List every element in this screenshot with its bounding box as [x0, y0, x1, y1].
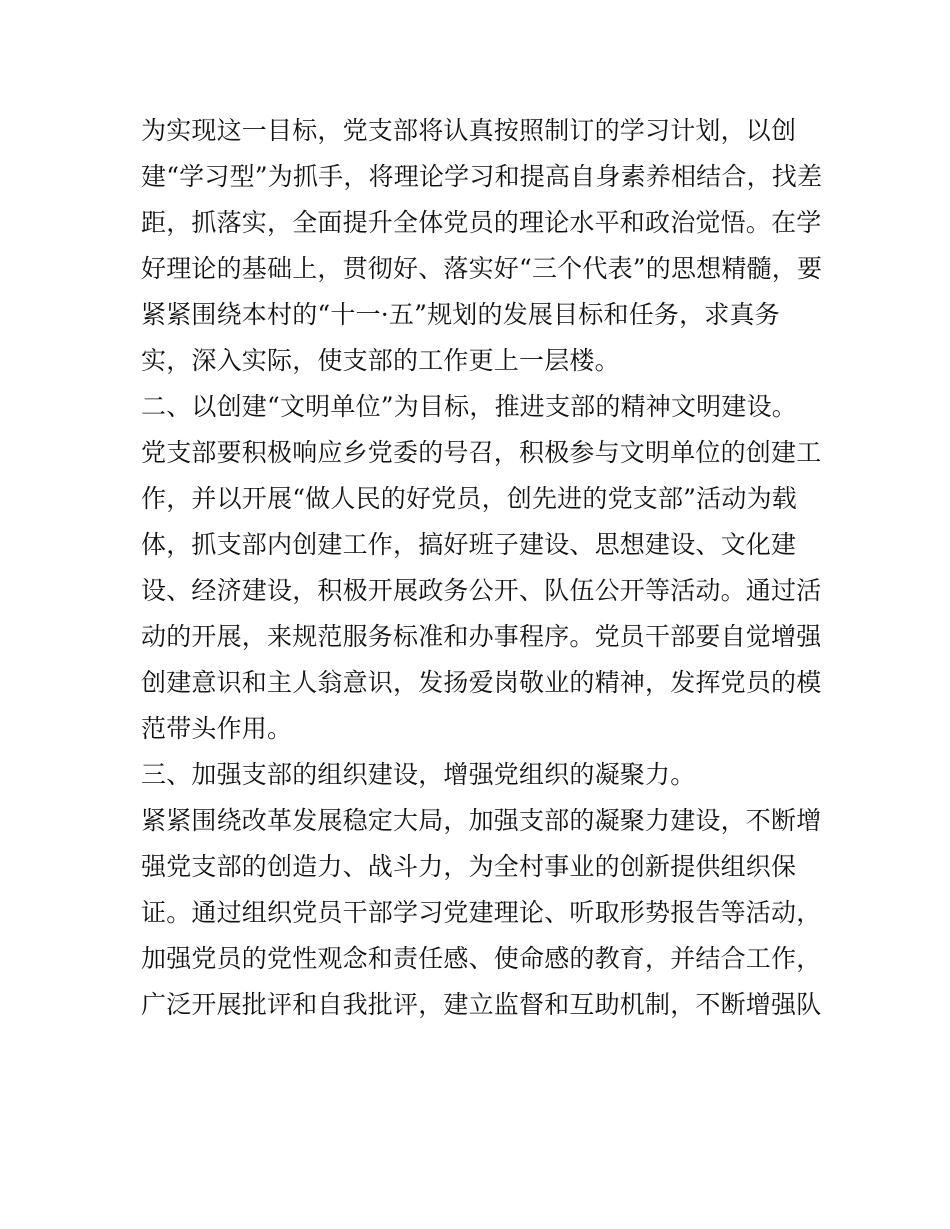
text-line: 实，深入实际，使支部的工作更上一层楼。: [141, 346, 620, 375]
text-line: 好理论的基础上，贯彻好、落实好“三个代表”的思想精髓，要: [141, 254, 823, 283]
document-body: [141, 108, 831, 1028]
text-line: 广泛开展批评和自我批评，建立监督和互助机制，不断增强队: [141, 990, 822, 1019]
section-heading: 三、加强支部的组织建设，增强党组织的凝聚力。: [141, 760, 696, 789]
text-line: 体，抓支部内创建工作，搞好班子建设、思想建设、文化建: [141, 530, 797, 559]
text-line: 紧紧围绕改革发展稳定大局，加强支部的凝聚力建设，不断增: [141, 806, 822, 835]
text-line: 动的开展，来规范服务标准和办事程序。党员干部要自觉增强: [141, 622, 822, 651]
section-heading: 二、以创建“文明单位”为目标，推进支部的精神文明建设。: [141, 392, 797, 421]
text-line: 为实现这一目标，党支部将认真按照制订的学习计划，以创: [141, 116, 797, 145]
text-line: 范带头作用。: [141, 714, 293, 743]
text-line: 作，并以开展“做人民的好党员，创先进的党支部”活动为载: [141, 484, 797, 513]
text-line: 创建意识和主人翁意识，发扬爱岗敬业的精神，发挥党员的模: [141, 668, 822, 697]
text-line: 紧紧围绕本村的“十一·五”规划的发展目标和任务，求真务: [141, 300, 780, 329]
text-line: 建“学习型”为抓手，将理论学习和提高自身素养相结合，找差: [141, 162, 823, 191]
text-line: 强党支部的创造力、战斗力，为全村事业的创新提供组织保: [141, 852, 797, 881]
text-line: 加强党员的党性观念和责任感、使命感的教育，并结合工作，: [141, 944, 822, 973]
text-line: 证。通过组织党员干部学习党建理论、听取形势报告等活动，: [141, 898, 822, 927]
text-line: 距，抓落实，全面提升全体党员的理论水平和政治觉悟。在学: [141, 208, 822, 237]
text-line: 党支部要积极响应乡党委的号召，积极参与文明单位的创建工: [141, 438, 822, 467]
text-line: 设、经济建设，积极开展政务公开、队伍公开等活动。通过活: [141, 576, 822, 605]
